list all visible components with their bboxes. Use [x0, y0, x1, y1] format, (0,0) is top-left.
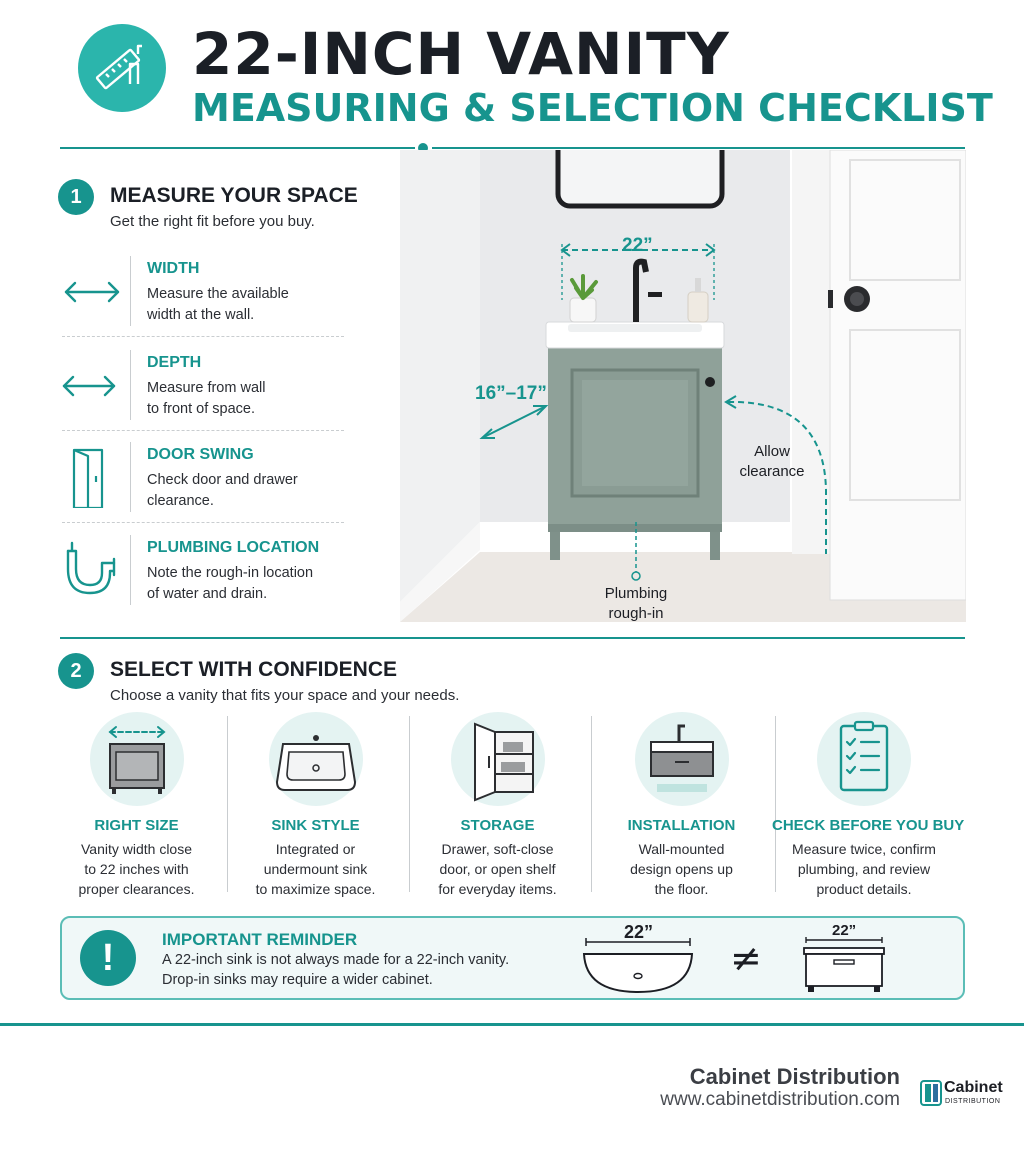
measure-item-description: Check door and drawer clearance.: [147, 472, 298, 509]
measure-item-description: Measure the available width at the wall.: [147, 286, 289, 323]
width-arrow-icon: [62, 260, 122, 322]
section-2-title: SELECT WITH CONFIDENCE: [110, 658, 397, 681]
plumbing-rough-in-label: Plumbing rough-in: [604, 585, 668, 622]
footer-divider: [0, 1023, 1024, 1026]
section-2-subtitle: Choose a vanity that fits your space and your needs.: [110, 687, 460, 704]
measure-item-label: DOOR SWING: [147, 446, 254, 463]
measure-item-divider: [130, 442, 131, 512]
card-icon-circle: [90, 712, 184, 806]
cabinet-storage-icon: [451, 712, 545, 806]
measure-item-label: PLUMBING LOCATION: [147, 539, 320, 556]
footer-brand-name: Cabinet Distribution: [689, 1064, 900, 1089]
reminder-line-2: Drop-in sinks may require a wider cabinet.: [162, 972, 433, 988]
footer-logo-word: Cabinet: [944, 1079, 1003, 1096]
card-icon-circle: [451, 712, 545, 806]
measure-item-description: Measure from wall to front of space.: [147, 380, 266, 417]
card-installation: [590, 712, 773, 897]
measure-item-divider: [130, 256, 131, 326]
header-logo-badge: [78, 24, 166, 112]
measure-item-label: WIDTH: [147, 260, 200, 277]
measure-item-divider: [130, 535, 131, 605]
measure-item-door-swing: [62, 438, 344, 532]
measure-item-label: DEPTH: [147, 354, 202, 371]
card-icon-circle: [635, 712, 729, 806]
section-1-subtitle: Get the right fit before you buy.: [110, 213, 315, 230]
section-divider: [60, 637, 965, 639]
measure-item-description: Note the rough-in location of water and drain.: [147, 565, 314, 602]
card-icon-circle: [817, 712, 911, 806]
cabinet-icon: [800, 936, 888, 996]
footer-logo: [920, 1078, 1006, 1108]
card-storage: [406, 712, 589, 897]
card-title: STORAGE: [460, 817, 535, 834]
footer-logo-subtext: DISTRIBUTION: [945, 1098, 1001, 1105]
section-1-number: 1: [58, 179, 94, 215]
measure-item-plumbing: [62, 531, 344, 611]
card-title: RIGHT SIZE: [94, 817, 179, 834]
card-right-size: [45, 712, 228, 897]
cabinet-width-label: 22”: [832, 922, 857, 939]
card-sink-style: [224, 712, 407, 897]
measure-item-separator: [62, 522, 344, 523]
depth-arrow-icon: [62, 354, 122, 416]
card-description: Vanity width close to 22 inches with proper clearances.: [78, 841, 195, 897]
width-dimension-label: 22”: [622, 235, 653, 256]
cabinet-logo-icon: [920, 1080, 942, 1106]
reminder-title: IMPORTANT REMINDER: [162, 930, 358, 949]
section-2-number: 2: [58, 653, 94, 689]
reminder-line-1: A 22-inch sink is not always made for a 22-inch vanity.: [162, 952, 510, 968]
section-1-title: MEASURE YOUR SPACE: [110, 184, 358, 207]
sink-width-label: 22”: [624, 922, 654, 942]
door-icon: [62, 446, 122, 508]
card-description: Integrated or undermount sink to maximize space.: [255, 841, 376, 897]
ruler-icon: [78, 24, 166, 112]
wall-mount-vanity-icon: [635, 712, 729, 806]
card-title: INSTALLATION: [627, 817, 736, 834]
clearance-label: Allow clearance: [739, 443, 805, 480]
not-equal-sign: ≠: [730, 936, 762, 980]
exclamation-icon: !: [80, 930, 136, 986]
footer-url[interactable]: www.cabinetdistribution.com: [660, 1089, 900, 1110]
measure-item-separator: [62, 336, 344, 337]
measure-item-separator: [62, 430, 344, 431]
page-title: 22-INCH VANITY: [192, 20, 730, 88]
card-description: Drawer, soft-close door, or open shelf for everyday items.: [438, 841, 557, 897]
card-description: Measure twice, confirm plumbing, and review product details.: [792, 841, 936, 897]
card-icon-circle: [269, 712, 363, 806]
depth-dimension-label: 16”–17”: [475, 383, 547, 404]
card-check-before-you-buy: [772, 712, 965, 897]
page-subtitle: MEASURING & SELECTION CHECKLIST: [192, 86, 993, 130]
card-title: CHECK BEFORE YOU BUY: [772, 817, 965, 834]
vanity-size-icon: [90, 712, 184, 806]
card-description: Wall-mounted design opens up the floor.: [630, 841, 733, 897]
drop-in-sink-icon: [580, 936, 696, 996]
measure-item-width: [62, 252, 344, 346]
header-divider-right: [432, 147, 965, 149]
card-title: SINK STYLE: [271, 817, 360, 834]
header-divider-left: [60, 147, 415, 149]
measure-item-depth: [62, 346, 344, 440]
clipboard-checklist-icon: [817, 712, 911, 806]
measure-item-divider: [130, 350, 131, 420]
pipe-icon: [62, 539, 122, 601]
sink-icon: [269, 712, 363, 806]
